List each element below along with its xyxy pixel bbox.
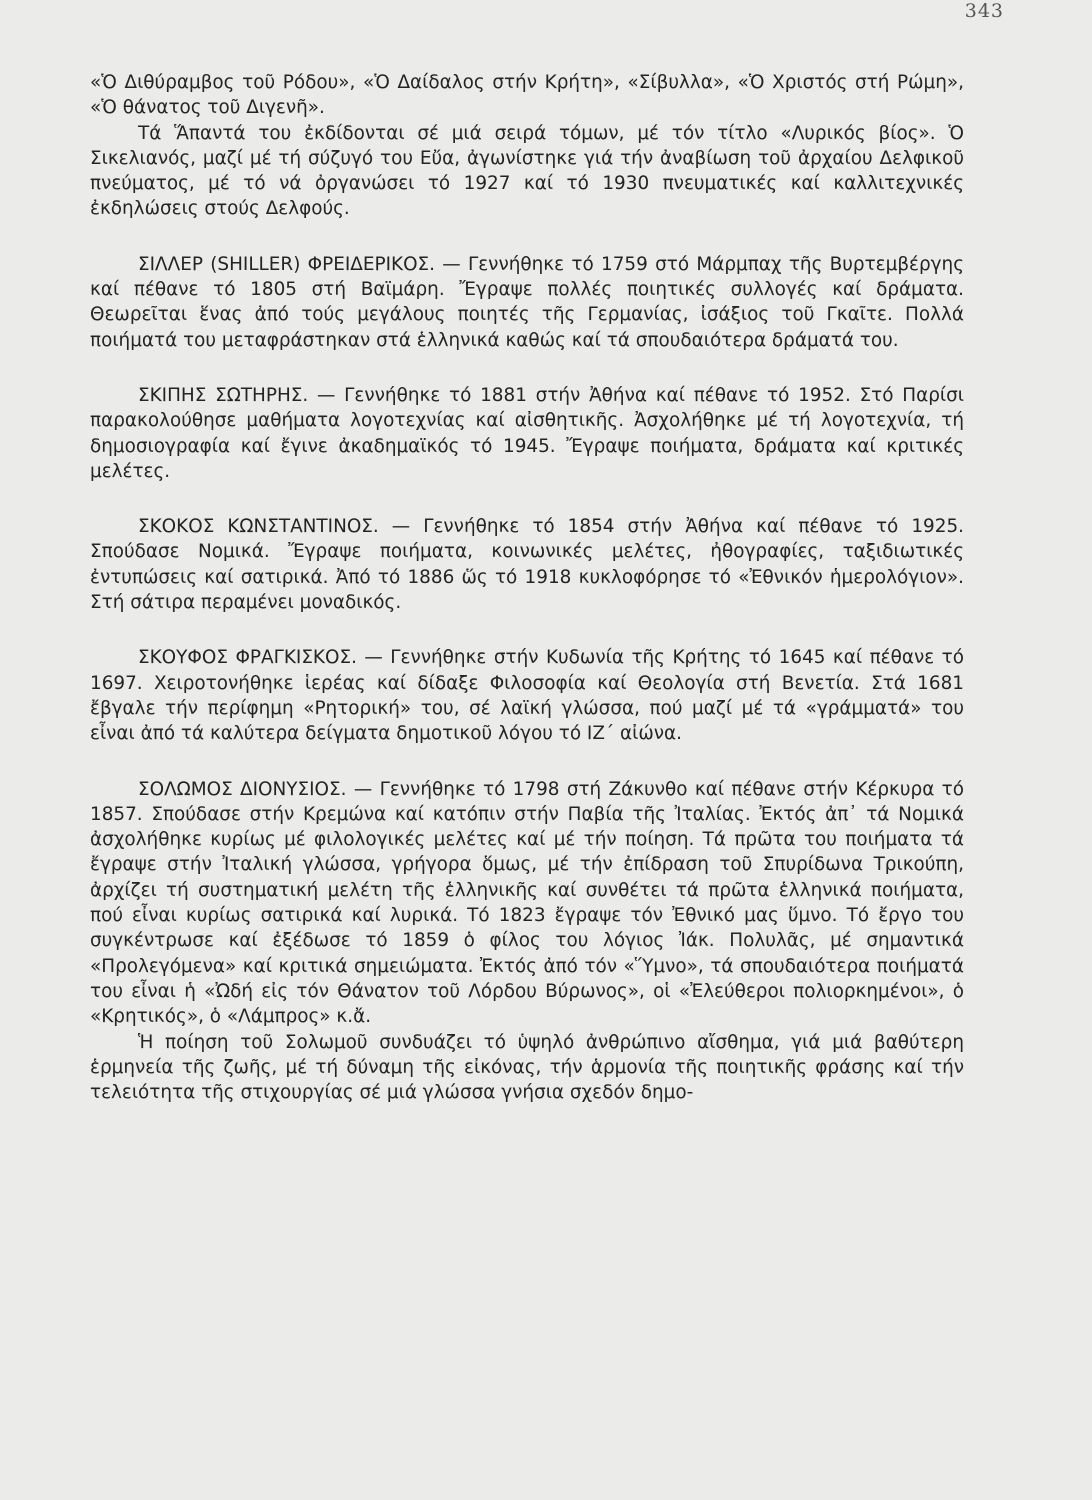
entry-skoufos: ΣΚΟΥΦΟΣ ΦΡΑΓΚΙΣΚΟΣ. — Γεννήθηκε στήν Κυδωνία τῆς Κρήτης τό 1645 καί πέθανε τό 1697. Χειροτονήθηκε ἱερέας καί δίδαξε Φιλοσοφία καί Θεολογία στή Βενετία. Στά 1681 ἔβγαλε τήν περίφημη «Ρητορική» του, σέ λαϊκή γλώσσα, πού μαζί μέ τά «γράμματά» του εἶναι ἀπό τά καλύτερα δείγματα δημοτικοῦ λόγου τό ΙΖ΄ αἰώνα. <box>90 647 964 745</box>
entry-skokos: ΣΚΟΚΟΣ ΚΩΝΣΤΑΝΤΙΝΟΣ. — Γεννήθηκε τό 1854 στήν Ἀθήνα καί πέθανε τό 1925. Σπούδασε Νομικά. Ἔγραψε ποιήματα, κοινωνικές μελέτες, ἠθογραφίες, ταξιδιωτικές ἐντυπώσεις καί σατιρικά. Ἀπό τό 1886 ὥς τό 1918 κυκλοφόρησε τό «Ἐθνικόν ἡμερολόγιον». Στή σάτιρα περαμένει μοναδικός. <box>90 516 964 614</box>
entry-skipis: ΣΚΙΠΗΣ ΣΩΤΗΡΗΣ. — Γεννήθηκε τό 1881 στήν Ἀθήνα καί πέθανε τό 1952. Στό Παρίσι παρακολούθησε μαθήματα λογοτεχνίας καί αἰσθητικῆς. Ἀσχολήθηκε μέ τή λογοτεχνία, τή δημοσιογραφία καί ἔγινε ἀκαδημαϊκός τό 1945. Ἔγραψε ποιήματα, δράματα καί κριτικές μελέτες. <box>90 384 964 482</box>
entry-solomos-continuation: Ἡ ποίηση τοῦ Σολωμοῦ συνδυάζει τό ὑψηλό ἀνθρώπινο αἴσθημα, γιά μιά βαθύτερη ἑρμηνεία τῆς ζωῆς, μέ τή δύναμη τῆς εἰκόνας, τήν ἁρμονία τῆς ποιητικῆς φράσης καί τήν τελειότητα τῆς στιχουργίας σέ μιά γλώσσα γνήσια σχεδόν δημο- <box>90 1031 964 1104</box>
entry-schiller: ΣΙΛΛΕΡ (SHILLER) ΦΡΕΙΔΕΡΙΚΟΣ. — Γεννήθηκε τό 1759 στό Μάρμπαχ τῆς Βυρτεμβέργης καί πέθανε τό 1805 στή Βαϊμάρη. Ἔγραψε πολλές ποιητικές συλλογές καί δράματα. Θεωρεῖται ἕνας ἀπό τούς μεγάλους ποιητές τῆς Γερμανίας, ἰσάξιος τοῦ Γκαῖτε. Πολλά ποιήματά του μεταφράστηκαν στά ἑλληνικά καθώς καί τά σπουδαιότερα δράματά του. <box>90 253 964 351</box>
page-number: 343 <box>964 0 1004 22</box>
entry-solomos: ΣΟΛΩΜΟΣ ΔΙΟΝΥΣΙΟΣ. — Γεννήθηκε τό 1798 στή Ζάκυνθο καί πέθανε στήν Κέρκυρα τό 1857. Σπούδασε στήν Κρεμώνα καί κατόπιν στήν Παβία τῆς Ἰταλίας. Ἐκτός ἀπ᾽ τά Νομικά ἀσχολήθηκε κυρίως μέ φιλολογικές μελέτες καί μέ τήν ποίηση. Τά πρῶτα του ποιήματα τά ἔγραψε στήν Ἰταλική γλώσσα, γρήγορα ὅμως, μέ τήν ἐπίδραση τοῦ Σπυρίδωνα Τρικούπη, ἀρχίζει τή συστηματική μελέτη τῆς ἑλληνικῆς καί συνθέτει τά πρῶτα ἑλληνικά ποιήματα, πού εἶναι κυρίως σατιρικά καί λυρικά. Τό 1823 ἔγραψε τόν Ἐθνικό μας ὕμνο. Τό ἔργο του συγκέντρωσε καί ἐξέδωσε τό 1859 ὁ φίλος του λόγιος Ἰάκ. Πολυλᾶς, μέ σημαντικά «Προλεγόμενα» καί κριτικά σημειώματα. Ἐκτός ἀπό τόν «Ὕμνο», τά σπουδαιότερα ποιήματά του εἶναι ἡ «Ὠδή εἰς τόν Θάνατον τοῦ Λόρδου Βύρωνος», οἱ «Ἐλεύθεροι πολιορκημένοι», ὁ «Κρητικός», ὁ «Λάμπρος» κ.ἄ. <box>90 778 964 1028</box>
text-column <box>90 70 964 1105</box>
intro-continuation: «Ὁ Διθύραμβος τοῦ Ρόδου», «Ὁ Δαίδαλος στήν Κρήτη», «Σίβυλλα», «Ὁ Χριστός στή Ρώμη», «Ὁ θάνατος τοῦ Διγενῆ». <box>90 72 964 119</box>
intro-works-paragraph: Τά Ἅπαντά του ἐκδίδονται σέ μιά σειρά τόμων, μέ τόν τίτλο «Λυρικός βίος». Ὁ Σικελιανός, μαζί μέ τή σύζυγό του Εὔα, ἀγωνίστηκε γιά τήν ἀναβίωση τοῦ ἀρχαίου Δελφικοῦ πνεύματος, μέ τό νά ὀργανώσει τό 1927 καί τό 1930 πνευματικές καί καλλιτεχνικές ἐκδηλώσεις στούς Δελφούς. <box>90 122 964 220</box>
